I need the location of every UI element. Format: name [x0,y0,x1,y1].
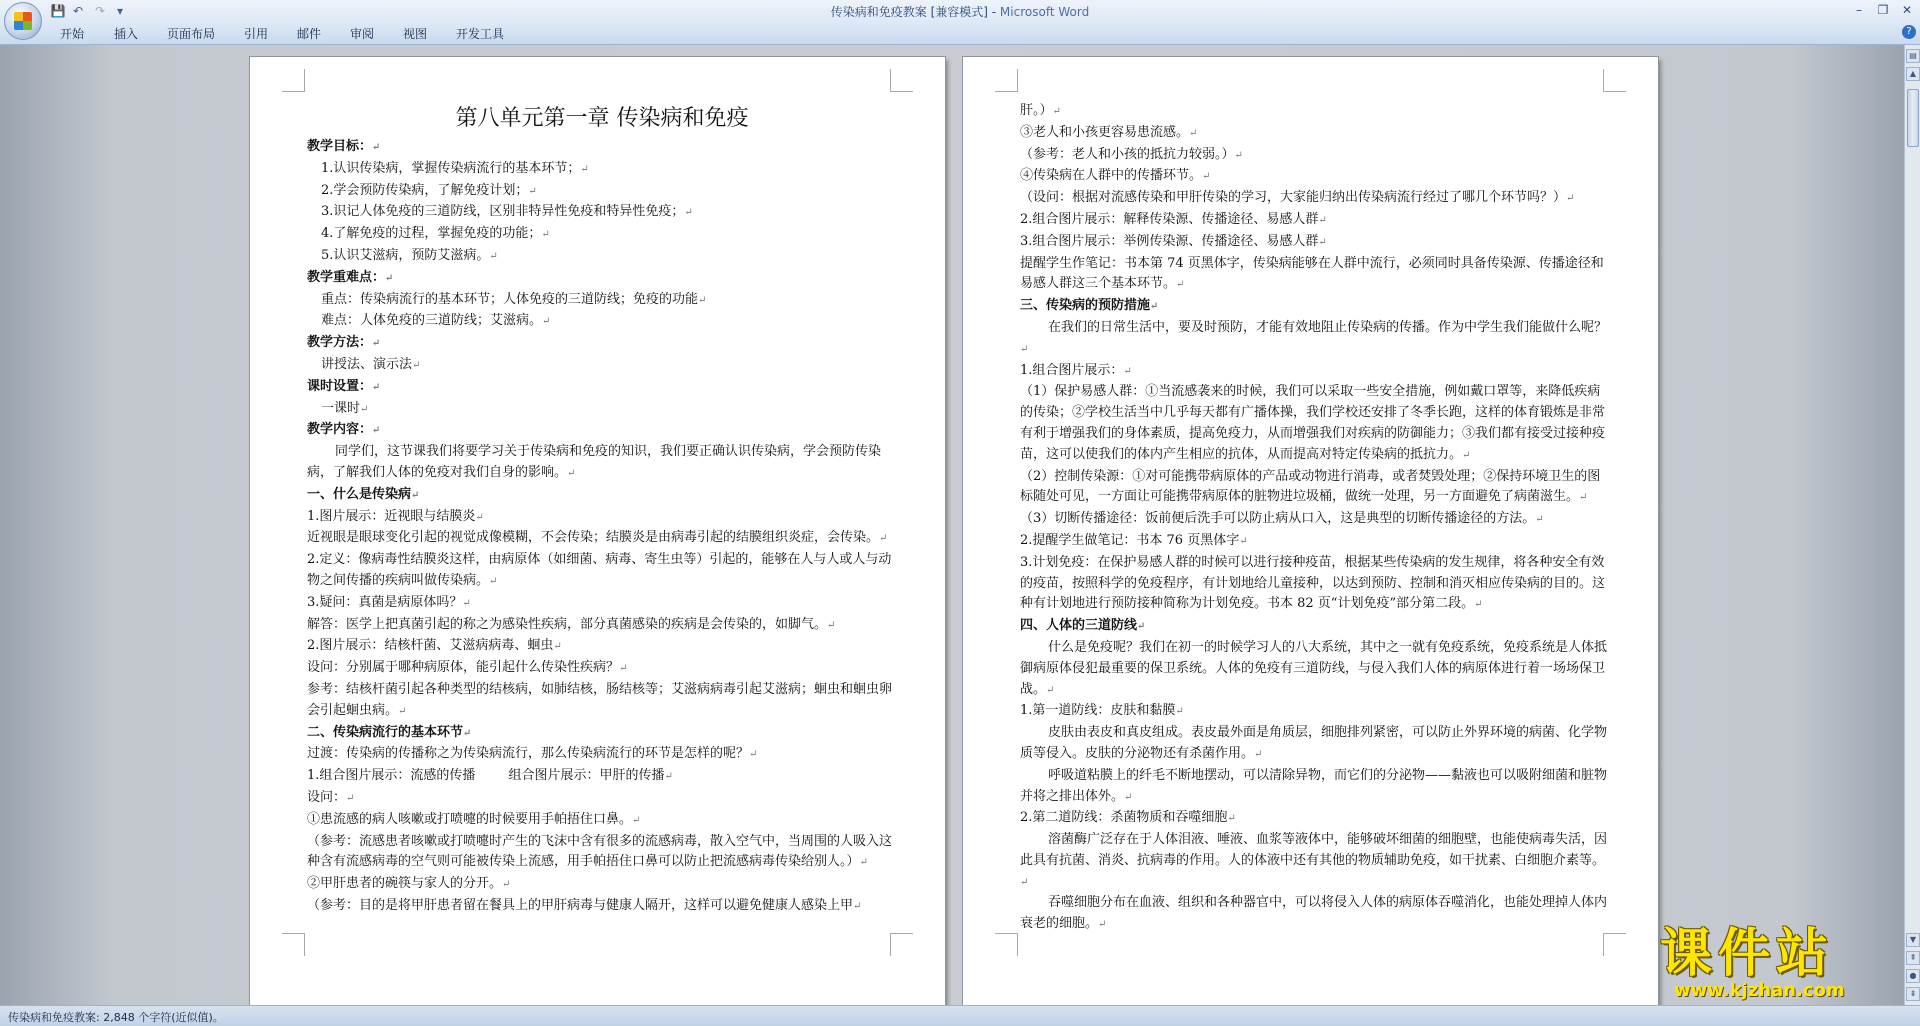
close-icon[interactable]: ✕ [1901,3,1913,17]
page1-paragraph [307,355,897,377]
paragraph-text: （1）保护易感人群：①当流感袭来的时候，我们可以采取一些安全措施，例如戴口罩等，来降低疾病的传染；②学校生活当中几乎每天都有广播体操，我们学校还安排了冬季长跑，这样的体育锻炼是非常有利于增强我们的身体素质，提高免疫力，从而增强我们对疾病的防御能力；③我们都有接受过接种疫苗，这可以使我们的体内产生相应的抗体，从而提高对特定传染病的抵抗力。 [1020,384,1606,462]
document-workspace[interactable] [0,45,1904,1005]
paragraph-mark-icon: ↵ [1176,279,1185,291]
ruler-toggle-icon[interactable]: ▤ [1906,49,1920,63]
paragraph-mark-icon: ↵ [1535,514,1544,526]
page2-paragraph [1020,766,1610,809]
scrollbar-thumb[interactable] [1907,89,1919,147]
paragraph-text: 解答：医学上把真菌引起的称之为感染性疾病，部分真菌感染的疾病是会传染的，如脚气。 [307,616,828,632]
paragraph-mark-icon: ↵ [502,879,511,891]
paragraph-mark-icon: ↵ [1239,535,1248,547]
tab-mailings[interactable]: 邮件 [297,27,322,41]
paragraph-text: 3.计划免疫：在保护易感人群的时候可以进行接种疫苗，根据某些传染病的发生规律，将各种安全有效的疫苗，按照科学的免疫程序，有计划地给儿童接种，以达到预防、控制和消灭相应传染病的目的。这种有计划地进行预防接种简称为计划免疫。书本 82 页“计划免疫”部分第二段。 [1020,554,1606,612]
watermark-logo [1660,924,1910,1010]
page2-paragraph [1020,638,1610,701]
page1-paragraph [307,874,897,896]
page1-paragraph [307,290,897,312]
paragraph-mark-icon: ↵ [1318,236,1327,248]
page2-paragraph [1020,296,1610,318]
watermark-text: 课件站 [1660,924,1835,984]
paragraph-text: 教学内容： [307,422,373,438]
paragraph-text: 2.第二道防线：杀菌物质和吞噬细胞 [1020,810,1228,826]
page2-paragraph [1020,553,1610,616]
paragraph-mark-icon: ↵ [411,489,420,501]
page1-paragraph [307,832,897,875]
page1-paragraph [307,896,897,918]
paragraph-mark-icon: ↵ [528,185,537,197]
page1-paragraph [307,224,897,246]
paragraph-mark-icon: ↵ [346,792,355,804]
page1-paragraph [307,442,897,485]
paragraph-text: 在我们的日常生活中，要及时预防，才能有效地阻止传染病的传播。作为中学生我们能做什么呢？ [1048,319,1608,335]
page-2-paragraphs [1020,101,1610,936]
page2-paragraph [1020,893,1610,936]
page1-paragraph [307,159,897,181]
document-page-1[interactable] [250,57,945,1005]
crop-mark [890,933,913,956]
paragraph-text: 2.组合图片展示：解释传染源、传播途径、易感人群 [1020,211,1319,227]
undo-icon[interactable]: ↶ [72,4,84,18]
next-page-icon[interactable]: ⇟ [1906,987,1920,1001]
tab-view[interactable]: 视图 [403,27,428,41]
paragraph-text: 呼吸道粘膜上的纤毛不断地摆动，可以清除异物，而它们的分泌物——黏液也可以吸附细菌和脏物并将之排出体外。 [1020,767,1608,804]
paragraph-mark-icon: ↵ [664,771,673,783]
paragraph-text: 3.组合图片展示：举例传染源、传播途径、易感人群 [1020,233,1319,249]
app-name: Microsoft Word [999,5,1090,19]
paragraph-mark-icon: ↵ [1150,301,1159,313]
paragraph-mark-icon: ↵ [632,814,641,826]
paragraph-mark-icon: ↵ [1566,193,1575,205]
paragraph-mark-icon: ↵ [1124,791,1133,803]
page1-paragraph [307,268,897,290]
paragraph-text: 提醒学生作笔记：书本第 74 页黑体字，传染病能够在人群中流行，必须同时具备传染源、传播途径和易感人群这三个基本环节。 [1020,255,1604,292]
paragraph-mark-icon: ↵ [749,749,758,761]
page1-paragraph [307,636,897,658]
paragraph-mark-icon: ↵ [542,316,551,328]
page1-paragraph [307,399,897,421]
page2-paragraph [1020,701,1610,723]
crop-mark [890,69,913,92]
paragraph-text: 2.提醒学生做笔记：书本 76 页黑体字 [1020,532,1240,548]
crop-mark [995,69,1018,92]
page1-paragraph [307,137,897,159]
page1-paragraph [307,593,897,615]
paragraph-mark-icon: ↵ [1046,684,1055,696]
page2-paragraph [1020,210,1610,232]
paragraph-mark-icon: ↵ [412,359,421,371]
paragraph-text: 3.疑问：真菌是病原体吗？ [307,594,463,610]
paragraph-mark-icon: ↵ [684,207,693,219]
paragraph-mark-icon: ↵ [1137,621,1146,633]
crop-mark [282,933,305,956]
paragraph-mark-icon: ↵ [879,533,888,545]
paragraph-mark-icon: ↵ [698,294,707,306]
tab-home[interactable]: 开始 [60,27,85,41]
paragraph-text: （3）切断传播途径：饭前便后洗手可以防止病从口入，这是典型的切断传播途径的方法。 [1020,511,1536,527]
office-logo-icon [14,12,32,30]
page1-paragraph [307,680,897,723]
page1-paragraph [307,788,897,810]
page1-paragraph [307,550,897,593]
crop-mark [1603,933,1626,956]
paragraph-text: 吞噬细胞分布在血液、组织和各种器官中，可以将侵入人体的病原体吞噬消化，也能处理掉人体内衰老的细胞。 [1020,895,1608,932]
customize-qat-icon[interactable]: ▾ [116,4,124,18]
paragraph-text: （2）控制传染源：①对可能携带病原体的产品或动物进行消毒，或者焚毁处理；②保持环境卫生的图标随处可见，一方面让可能携带病原体的脏物进垃圾桶，做统一处理，另一方面避免了病菌滋生。 [1020,468,1601,505]
page2-paragraph [1020,616,1610,638]
paragraph-text: 5.认识艾滋病，预防艾滋病。 [321,247,490,263]
office-button[interactable] [4,2,42,40]
paragraph-mark-icon: ↵ [1052,106,1061,117]
tab-page-layout[interactable]: 页面布局 [167,27,216,41]
paragraph-mark-icon: ↵ [1020,343,1029,355]
paragraph-text: 2.学会预防传染病，了解免疫计划； [321,182,529,198]
page2-paragraph [1020,101,1610,123]
help-icon[interactable]: ? [1902,25,1916,39]
scroll-down-icon[interactable]: ▼ [1906,933,1920,947]
page2-paragraph [1020,318,1610,361]
paragraph-text: 教学目标： [307,139,373,154]
page1-paragraph [307,202,897,224]
paragraph-mark-icon: ↵ [1462,449,1471,461]
page1-paragraph [307,766,897,788]
paragraph-text: 讲授法、演示法 [321,356,413,372]
paragraph-text: 难点：人体免疫的三道防线；艾滋病。 [321,313,543,329]
paragraph-text: 设问：分别属于哪种病原体，能引起什么传染性疾病？ [307,660,620,676]
paragraph-text: 1.认识传染病，掌握传染病流行的基本环节； [321,160,581,176]
page2-paragraph [1020,123,1610,145]
page2-paragraph [1020,531,1610,553]
minimize-icon[interactable]: – [1856,3,1862,17]
page2-paragraph [1020,361,1610,383]
tab-references[interactable]: 引用 [244,27,269,41]
paragraph-text: 4.了解免疫的过程，掌握免疫的功能； [321,226,542,242]
scroll-up-icon[interactable]: ▲ [1906,67,1920,81]
paragraph-mark-icon: ↵ [1227,813,1236,825]
page1-paragraph [307,485,897,507]
paragraph-text: 2.定义：像病毒性结膜炎这样，由病原体（如细菌、病毒、寄生虫等）引起的，能够在人与人或人与动物之间传播的疾病叫做传染病。 [307,552,892,588]
page1-paragraph [307,723,897,745]
paragraph-text: 课时设置： [307,378,373,394]
paragraph-text: 教学重难点： [307,269,386,285]
save-icon[interactable]: 💾 [50,4,66,18]
paragraph-text: 参考：结核杆菌引起各种类型的结核病，如肺结核，肠结核等；艾滋病病毒引起艾滋病；蛔虫和蛔虫卵会引起蛔虫病。 [307,681,893,718]
previous-page-icon[interactable]: ⇞ [1906,951,1920,965]
paragraph-text: 教学方法： [307,335,373,351]
page1-paragraph [307,311,897,333]
paragraph-mark-icon: ↵ [1254,748,1263,760]
window-title [0,3,1920,20]
paragraph-mark-icon: ↵ [489,575,498,587]
paragraph-mark-icon: ↵ [541,229,550,241]
paragraph-text: 2.图片展示：结核杆菌、艾滋病病毒、蛔虫 [307,638,554,654]
paragraph-text: ③老人和小孩更容易患流感。 [1020,124,1190,140]
page-2-body[interactable] [1020,101,1610,936]
word-count-status[interactable]: 传染病和免疫教案: 2,848 个字符(近似值)。 [8,1011,224,1024]
paragraph-mark-icon: ↵ [619,663,628,675]
document-page-2[interactable] [963,57,1658,1005]
page2-paragraph [1020,467,1610,510]
paragraph-mark-icon: ↵ [1474,599,1483,611]
page2-paragraph [1020,382,1610,466]
paragraph-text: （设问：根据对流感传染和甲肝传染的学习，大家能归纳出传染病流行经过了哪几个环节吗？） [1020,190,1567,206]
paragraph-text: 重点：传染病流行的基本环节；人体免疫的三道防线；免疫的功能 [321,291,699,307]
paragraph-mark-icon: ↵ [1098,919,1107,931]
paragraph-text: 1.图片展示：近视眼与结膜炎 [307,508,476,524]
paragraph-text: 3.识记人体免疫的三道防线，区别非特异性免疫和特异性免疫； [321,204,685,220]
paragraph-mark-icon: ↵ [1189,127,1198,139]
paragraph-text: 1.组合图片展示：流感的传播 组合图片展示：甲肝的传播 [307,768,665,784]
crop-mark [1603,69,1626,92]
paragraph-mark-icon: ↵ [360,403,369,415]
paragraph-mark-icon: ↵ [859,857,868,869]
paragraph-text: 同学们，这节课我们将要学习关于传染病和免疫的知识，我们要正确认识传染病，学会预防传染病，了解我们人体的免疫对我们自身的影响。 [307,444,882,480]
page2-paragraph [1020,723,1610,766]
paragraph-text: 一、什么是传染病 [307,486,412,502]
paragraph-mark-icon: ↵ [1318,214,1327,226]
paragraph-mark-icon: ↵ [1579,492,1588,504]
page2-paragraph [1020,166,1610,188]
paragraph-mark-icon: ↵ [1123,365,1132,377]
paragraph-mark-icon: ↵ [475,511,484,523]
paragraph-mark-icon: ↵ [372,425,381,437]
paragraph-mark-icon: ↵ [489,250,498,262]
document-title: 传染病和免疫教案 [兼容模式] - [830,5,1000,19]
paragraph-text: （参考：流感患者咳嗽或打喷嚏时产生的飞沫中含有很多的流感病毒，散入空气中，当周围的人吸入这种含有流感病毒的空气则可能被传染上流感，用手帕捂住口鼻可以防止把流感病毒传染给别人。） [307,833,893,870]
page2-paragraph [1020,808,1610,830]
paragraph-mark-icon: ↵ [853,900,862,912]
page2-paragraph [1020,232,1610,254]
paragraph-mark-icon: ↵ [1202,171,1211,183]
paragraph-text: 1.组合图片展示： [1020,362,1124,378]
paragraph-mark-icon: ↵ [385,272,394,284]
tab-review[interactable]: 审阅 [350,27,375,41]
page2-paragraph [1020,509,1610,531]
status-bar [0,1005,1920,1026]
page-1-paragraphs [307,137,897,918]
paragraph-text: 溶菌酶广泛存在于人体泪液、唾液、血浆等液体中，能够破坏细菌的细胞壁，也能使病毒失活，因此具有抗菌、消炎、抗病毒的作用。人的体液中还有其他的物质辅助免疫，如干扰素、白细胞介素等。 [1020,832,1608,868]
page2-paragraph [1020,254,1610,297]
paragraph-text: 四、人体的三道防线 [1020,618,1138,634]
page1-paragraph [307,181,897,203]
page-1-body[interactable] [307,105,897,918]
paragraph-mark-icon: ↵ [462,597,471,609]
paragraph-text: （参考：老人和小孩的抵抗力较弱。） [1020,146,1235,162]
paragraph-mark-icon: ↵ [567,467,576,479]
paragraph-text: 皮肤由表皮和真皮组成。表皮最外面是角质层，细胞排列紧密，可以防止外界环境的病菌、化学物质等侵入。皮肤的分泌物还有杀菌作用。 [1020,725,1608,761]
paragraph-mark-icon: ↵ [463,727,472,739]
paragraph-mark-icon: ↵ [1020,876,1029,888]
page2-paragraph [1020,188,1610,210]
paragraph-mark-icon: ↵ [398,705,407,717]
page2-paragraph [1020,830,1610,893]
paragraph-text: 一课时 [321,400,361,416]
page2-paragraph [1020,145,1610,167]
crop-mark [995,933,1018,956]
page1-paragraph [307,507,897,529]
paragraph-mark-icon: ↵ [553,641,562,653]
page-title: 第八单元第一章 传染病和免疫 [455,106,749,131]
page1-paragraph [307,333,897,355]
paragraph-text: 什么是免疫呢？我们在初一的时候学习人的八大系统，其中之一就有免疫系统，免疫系统是人体抵御病原体侵犯最重要的保卫系统。人体的免疫有三道防线，与侵入我们人体的病原体进行着一场场保卫战。 [1020,639,1608,697]
vertical-scrollbar[interactable] [1904,45,1920,1005]
paragraph-mark-icon: ↵ [827,619,836,631]
paragraph-text: 肝。） [1020,103,1053,118]
paragraph-text: 近视眼是眼球变化引起的视觉成像模糊，不会传染；结膜炎是由病毒引起的结膜组织炎症，会传染。 [307,530,880,546]
paragraph-mark-icon: ↵ [1234,149,1243,161]
page1-paragraph [307,420,897,442]
page1-paragraph [307,528,897,550]
page1-paragraph [307,246,897,268]
tab-insert[interactable]: 插入 [114,27,139,41]
paragraph-text: 二、传染病流行的基本环节 [307,724,464,740]
page1-paragraph [307,658,897,680]
tab-developer[interactable]: 开发工具 [456,27,505,41]
page1-paragraph [307,377,897,399]
paragraph-mark-icon: ↵ [1175,706,1184,718]
crop-mark [282,69,305,92]
ribbon-tab-bar [0,22,1920,45]
paragraph-text: ①患流感的病人咳嗽或打喷嚏的时候要用手帕捂住口鼻。 [307,811,633,827]
paragraph-text: 三、传染病的预防措施 [1020,298,1151,314]
restore-icon[interactable]: ❐ [1877,3,1889,17]
watermark-url: www.kjzhan.com [1674,980,1845,1001]
page1-paragraph [307,744,897,766]
select-browse-object-icon[interactable]: ● [1906,969,1920,983]
paragraph-text: ②甲肝患者的碗筷与家人的分开。 [307,876,503,892]
paragraph-mark-icon: ↵ [372,338,381,350]
paragraph-mark-icon: ↵ [372,142,381,153]
paragraph-mark-icon: ↵ [372,381,381,393]
title-bar [0,0,1920,22]
page1-paragraph [307,615,897,637]
redo-icon[interactable]: ↷ [94,4,106,18]
paragraph-text: 1.第一道防线：皮肤和黏膜 [1020,703,1176,719]
paragraph-mark-icon: ↵ [580,163,589,175]
paragraph-text: 过渡：传染病的传播称之为传染病流行，那么传染病流行的环节是怎样的呢？ [307,746,750,762]
paragraph-text: 设问： [307,789,347,805]
page1-paragraph [307,810,897,832]
paragraph-text: ④传染病在人群中的传播环节。 [1020,168,1203,184]
paragraph-text: （参考：目的是将甲肝患者留在餐具上的甲肝病毒与健康人隔开，这样可以避免健康人感染上甲 [307,897,854,913]
